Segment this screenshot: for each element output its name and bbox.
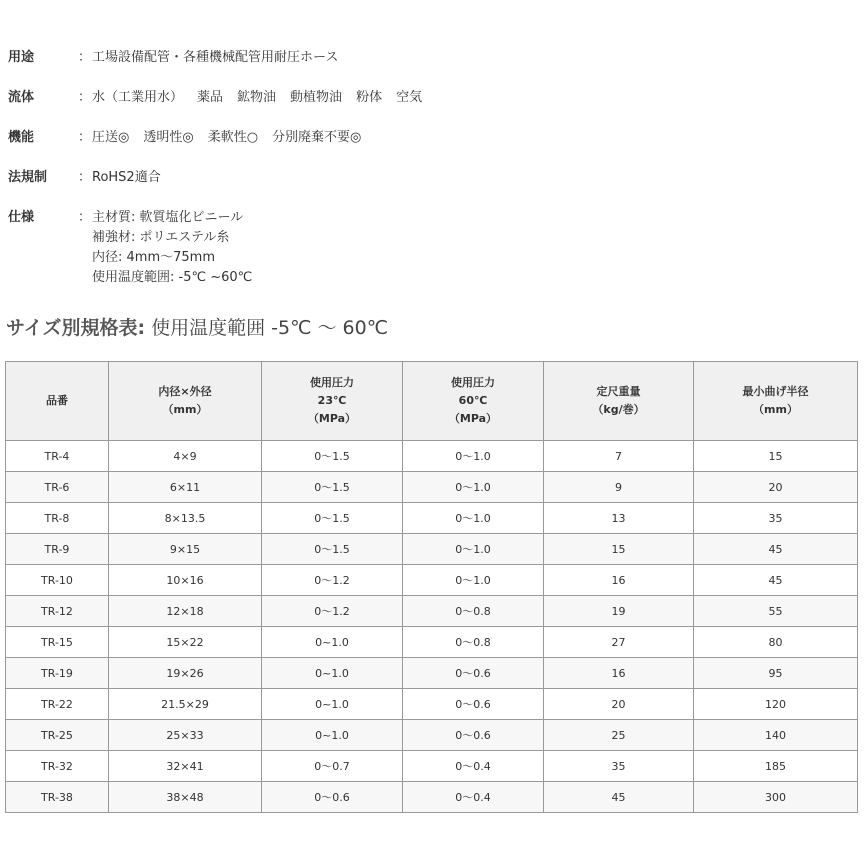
spec-value: 柔軟性○: [207, 130, 259, 145]
table-row: [6, 627, 858, 658]
spec-value: 空気: [396, 90, 423, 105]
cell-pressure-60c: 0〜0.6: [403, 658, 544, 689]
table-body: [6, 441, 858, 813]
cell-pressure-60c: 0〜0.4: [403, 782, 544, 813]
table-row: [6, 751, 858, 782]
table-row: [6, 596, 858, 627]
cell-weight: 25: [544, 720, 694, 751]
cell-bend-radius: 15: [694, 441, 858, 472]
cell-pressure-60c: 0〜1.0: [403, 534, 544, 565]
spec-label: 流体: [8, 90, 35, 105]
header-pressure-60c: 使用圧力 60℃ （MPa）: [403, 362, 544, 441]
spec-value: 分別廃棄不要◎: [272, 130, 362, 145]
cell-bend-radius: 55: [694, 596, 858, 627]
cell-pressure-23c: 0〜1.5: [262, 534, 403, 565]
cell-part-number: TR-25: [6, 720, 109, 751]
cell-pressure-23c: 0〜1.5: [262, 441, 403, 472]
cell-diameter: 10×16: [109, 565, 262, 596]
cell-weight: 13: [544, 503, 694, 534]
cell-diameter: 8×13.5: [109, 503, 262, 534]
spec-values: [92, 88, 848, 108]
table-row: [6, 534, 858, 565]
spec-row-fluid: [8, 88, 848, 108]
cell-pressure-60c: 0〜1.0: [403, 472, 544, 503]
cell-weight: 9: [544, 472, 694, 503]
cell-pressure-60c: 0〜0.8: [403, 627, 544, 658]
cell-diameter: 21.5×29: [109, 689, 262, 720]
cell-weight: 45: [544, 782, 694, 813]
table-row: [6, 472, 858, 503]
cell-pressure-23c: 0~1.0: [262, 720, 403, 751]
cell-weight: 27: [544, 627, 694, 658]
cell-diameter: 15×22: [109, 627, 262, 658]
spec-list: [8, 48, 848, 308]
spec-colon: ：: [78, 50, 92, 65]
cell-pressure-60c: 0〜0.6: [403, 689, 544, 720]
cell-weight: 35: [544, 751, 694, 782]
section-title-bold: サイズ別規格表:: [6, 317, 146, 339]
header-bend-radius: 最小曲げ半径 （mm）: [694, 362, 858, 441]
table-row: [6, 689, 858, 720]
spec-value: 鉱物油: [237, 90, 277, 105]
table-row: [6, 720, 858, 751]
header-diameter: 内径×外径 （mm）: [109, 362, 262, 441]
spec-value: 工場設備配管・各種機械配管用耐圧ホース: [92, 50, 339, 65]
cell-bend-radius: 45: [694, 534, 858, 565]
cell-part-number: TR-4: [6, 441, 109, 472]
spec-line: 主材質: 軟質塩化ビニール: [92, 210, 244, 225]
cell-diameter: 4×9: [109, 441, 262, 472]
cell-weight: 19: [544, 596, 694, 627]
spec-values: [92, 128, 848, 148]
section-title: [6, 313, 388, 340]
spec-row-function: [8, 128, 848, 148]
cell-part-number: TR-19: [6, 658, 109, 689]
cell-bend-radius: 120: [694, 689, 858, 720]
spec-label: 機能: [8, 130, 35, 145]
spec-colon: ：: [78, 170, 92, 185]
cell-bend-radius: 80: [694, 627, 858, 658]
cell-weight: 16: [544, 658, 694, 689]
cell-pressure-23c: 0〜1.5: [262, 472, 403, 503]
size-spec-table: [5, 361, 858, 813]
table-row: [6, 503, 858, 534]
cell-pressure-60c: 0〜0.8: [403, 596, 544, 627]
table-row: [6, 782, 858, 813]
spec-value: 圧送◎: [92, 130, 130, 145]
cell-weight: 15: [544, 534, 694, 565]
spec-label: 法規制: [8, 170, 48, 185]
spec-value: 動植物油: [290, 90, 343, 105]
cell-pressure-60c: 0〜1.0: [403, 503, 544, 534]
spec-line: 使用温度範囲: -5℃ ~60℃: [92, 270, 253, 285]
cell-diameter: 25×33: [109, 720, 262, 751]
cell-diameter: 38×48: [109, 782, 262, 813]
table-row: [6, 565, 858, 596]
cell-bend-radius: 45: [694, 565, 858, 596]
cell-part-number: TR-6: [6, 472, 109, 503]
cell-part-number: TR-12: [6, 596, 109, 627]
spec-colon: ：: [78, 210, 92, 225]
cell-pressure-23c: 0〜1.2: [262, 596, 403, 627]
cell-weight: 20: [544, 689, 694, 720]
spec-line: 内径: 4mm〜75mm: [92, 250, 215, 265]
cell-bend-radius: 140: [694, 720, 858, 751]
spec-colon: ：: [78, 90, 92, 105]
cell-diameter: 6×11: [109, 472, 262, 503]
table-row: [6, 658, 858, 689]
header-pressure-23c: 使用圧力 23℃ （MPa）: [262, 362, 403, 441]
spec-row-specification: [8, 208, 848, 288]
section-title-rest: 使用温度範囲 -5℃ 〜 60℃: [145, 317, 389, 339]
spec-value: 粉体: [356, 90, 383, 105]
cell-pressure-23c: 0〜1.2: [262, 565, 403, 596]
cell-pressure-23c: 0~1.0: [262, 689, 403, 720]
cell-part-number: TR-8: [6, 503, 109, 534]
table-header-row: [6, 362, 858, 441]
header-weight: 定尺重量 （kg/巻）: [544, 362, 694, 441]
cell-diameter: 32×41: [109, 751, 262, 782]
cell-bend-radius: 300: [694, 782, 858, 813]
header-part-number: 品番: [6, 362, 109, 441]
cell-weight: 7: [544, 441, 694, 472]
spec-values: [92, 208, 848, 288]
cell-pressure-23c: 0~1.0: [262, 658, 403, 689]
table-header: [6, 362, 858, 441]
cell-pressure-60c: 0〜1.0: [403, 565, 544, 596]
cell-part-number: TR-9: [6, 534, 109, 565]
cell-pressure-60c: 0〜0.4: [403, 751, 544, 782]
cell-pressure-23c: 0~1.0: [262, 627, 403, 658]
cell-pressure-60c: 0〜1.0: [403, 441, 544, 472]
cell-diameter: 19×26: [109, 658, 262, 689]
spec-label: 用途: [8, 50, 35, 65]
spec-colon: ：: [78, 130, 92, 145]
cell-diameter: 12×18: [109, 596, 262, 627]
cell-pressure-23c: 0〜0.7: [262, 751, 403, 782]
cell-weight: 16: [544, 565, 694, 596]
spec-line: 補強材: ポリエステル糸: [92, 230, 230, 245]
cell-bend-radius: 185: [694, 751, 858, 782]
spec-label: 仕様: [8, 210, 35, 225]
table-row: [6, 441, 858, 472]
cell-part-number: TR-15: [6, 627, 109, 658]
cell-part-number: TR-38: [6, 782, 109, 813]
cell-pressure-60c: 0〜0.6: [403, 720, 544, 751]
cell-diameter: 9×15: [109, 534, 262, 565]
spec-value: RoHS2適合: [92, 170, 161, 185]
cell-bend-radius: 95: [694, 658, 858, 689]
spec-row-usage: [8, 48, 848, 68]
cell-part-number: TR-22: [6, 689, 109, 720]
cell-pressure-23c: 0〜0.6: [262, 782, 403, 813]
cell-part-number: TR-10: [6, 565, 109, 596]
cell-pressure-23c: 0〜1.5: [262, 503, 403, 534]
cell-bend-radius: 20: [694, 472, 858, 503]
cell-bend-radius: 35: [694, 503, 858, 534]
spec-row-regulation: [8, 168, 848, 188]
cell-part-number: TR-32: [6, 751, 109, 782]
spec-value: 薬品: [197, 90, 224, 105]
spec-value: 透明性◎: [143, 130, 194, 145]
spec-value: 水（工業用水）: [92, 90, 184, 105]
